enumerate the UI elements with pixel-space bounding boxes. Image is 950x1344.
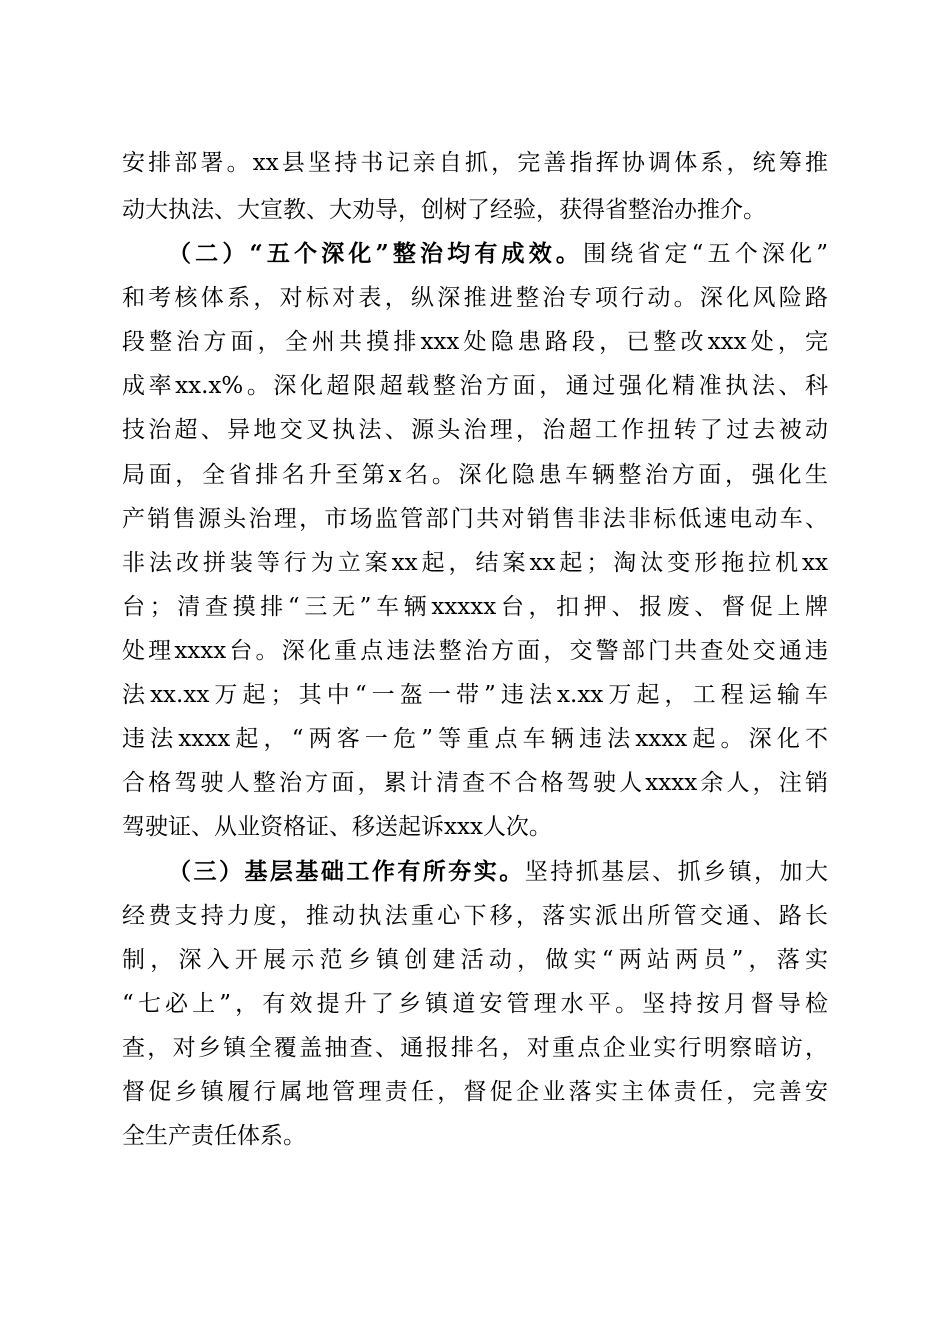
paragraph-2-line: 驾驶证、从业资格证、移送起诉xxx人次。 [122, 814, 552, 840]
paragraph-2-line: 违法xxxx起，“两客一危”等重点车辆违法xxxx起。深化不 [122, 726, 828, 752]
paragraph-2-first-line [168, 239, 828, 269]
paragraph-2-line: 合格驾驶人整治方面，累计清查不合格驾驶人xxxx余人，注销 [122, 770, 828, 796]
paragraph-3-line: 制，深入开展示范乡镇创建活动，做实“两站两员”，落实 [122, 947, 828, 973]
paragraph-2-line: 法xx.xx万起；其中“一盔一带”违法x.xx万起，工程运输车 [122, 682, 828, 708]
paragraph-2-line: 成率xx.x%。深化超限超载整治方面，通过强化精准执法、科 [122, 373, 828, 399]
paragraph-3-line: 查，对乡镇全覆盖抽查、通报排名，对重点企业实行明察暗访， [122, 1035, 828, 1061]
paragraph-3-first-line-text: 坚持抓基层、抓乡镇，加大 [524, 859, 829, 885]
paragraph-2-line: 局面，全省排名升至第x名。深化隐患车辆整治方面，强化生 [122, 462, 828, 488]
paragraph-2-line: 技治超、异地交叉执法、源头治理，治超工作扭转了过去被动 [122, 417, 828, 443]
paragraph-2-line: 台；清查摸排“三无”车辆xxxxx台，扣押、报废、督促上牌 [122, 594, 828, 620]
paragraph-2-line: 产销售源头治理，市场监管部门共对销售非法非标低速电动车、 [122, 506, 828, 532]
paragraph-1-line-1: 安排部署。xx县坚持书记亲自抓，完善指挥协调体系，统筹推 [122, 150, 828, 176]
paragraph-2-line: 非法改拼装等行为立案xx起，结案xx起；淘汰变形拖拉机xx [122, 550, 828, 576]
paragraph-3-first-line [168, 857, 828, 887]
paragraph-2-line: 段整治方面，全州共摸排xxx处隐患路段，已整改xxx处，完 [122, 329, 828, 355]
paragraph-2-first-line-text: 围绕省定“五个深化” [583, 241, 828, 267]
paragraph-3-line: 督促乡镇履行属地管理责任，督促企业落实主体责任，完善安 [122, 1079, 828, 1105]
paragraph-1-line-2: 动大执法、大宣教、大劝导，创树了经验，获得省整治办推介。 [122, 197, 766, 223]
section-heading-2: （二）“五个深化”整治均有成效。 [168, 240, 584, 267]
paragraph-3-line: 全生产责任体系。 [122, 1123, 306, 1149]
section-heading-3: （三）基层基础工作有所夯实。 [168, 858, 525, 885]
paragraph-2-line: 和考核体系，对标对表，纵深推进整治专项行动。深化风险路 [122, 285, 828, 311]
paragraph-2-line: 处理xxxx台。深化重点违法整治方面，交警部门共查处交通违 [122, 638, 828, 664]
paragraph-3-line: 经费支持力度，推动执法重心下移，落实派出所管交通、路长 [122, 903, 828, 929]
paragraph-3-line: “七必上”，有效提升了乡镇道安管理水平。坚持按月督导检 [122, 991, 828, 1017]
